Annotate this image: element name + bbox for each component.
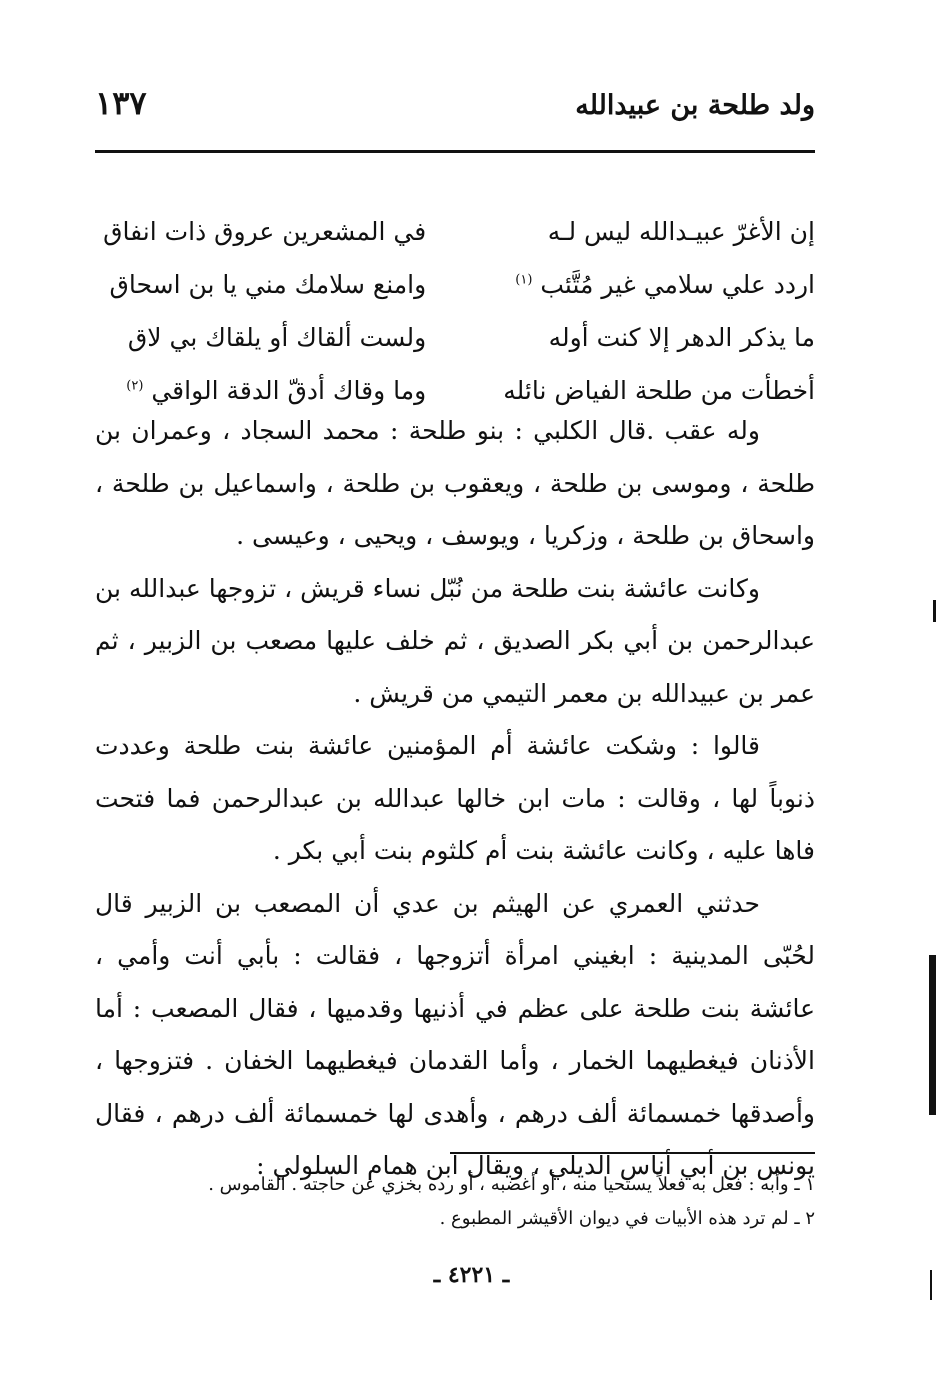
scan-edge-mark xyxy=(929,955,936,1115)
verse-first-hemistich: أخطأت من طلحة الفياض نائله xyxy=(503,376,815,405)
footnote: ٢ ـ لم ترد هذه الأبيات في ديوان الأقيشر المطبوع . xyxy=(439,1208,815,1229)
scan-edge-mark xyxy=(930,1270,932,1300)
paragraph: وله عقب .قال الكلبي : بنو طلحة : محمد السجاد ، وعمران بن طلحة ، وموسى بن طلحة ، ويعقوب بن طلحة ، واسماعيل بن طلحة ، واسحاق بن طلحة ، وزكريا ، ويوسف ، ويحيى ، وعيسى . xyxy=(95,416,815,550)
page-number: ١٣٧ xyxy=(95,84,147,122)
paragraph: وكانت عائشة بنت طلحة من نُبّل نساء قريش ، تزوجها عبدالله بن عبدالرحمن بن أبي بكر الصديق ، ثم خلف عليها مصعب بن الزبير ، ثم عمر بن عبيدالله بن معمر التيمي من قريش . xyxy=(95,573,815,708)
footnote: ١ ـ وأبه : فعل به فعلاً يستحيا منه ، أو أغضبه ، أو رده بخزي عن حاجته . القاموس . xyxy=(208,1174,815,1195)
poem xyxy=(95,205,815,417)
footnote-ref: (١) xyxy=(515,272,533,288)
hemistich-text: اردد علي سلامي غير مُتَّئب xyxy=(540,270,815,299)
hemistich-text: وما وقاك أدقّ الدقة الواقي xyxy=(151,376,427,405)
folio-number: ـ ٤٢٢١ ـ xyxy=(433,1262,510,1288)
scan-edge-mark xyxy=(933,600,936,622)
verse-second-hemistich: في المشعرين عروق ذات انفاق xyxy=(103,217,427,246)
chapter-title: ولد طلحة بن عبيدالله xyxy=(575,90,815,121)
footnotes xyxy=(95,1168,815,1236)
paragraph: حدثني العمري عن الهيثم بن عدي أن المصعب بن الزبير قال لحُبّى المدينية : ابغيني امرأة أتزوجها ، فقالت : بأبي أنت وأمي ، عائشة بنت طلحة على عظم في أذنيها وقدميها ، فقال المصعب : أما الأذنان فيغطيهما الخمار ، وأما القدمان فيغطيهما الخفان . فتزوجها ، وأصدقها خمسمائة ألف درهم ، وأهدى لها خمسمائة ألف درهم ، فقال يونس بن أبي أناس الديلي ، ويقال ابن همام السلولي : xyxy=(95,888,815,1180)
verse-first-hemistich: إن الأغرّ عبيـدالله ليس لـه xyxy=(547,217,815,246)
running-header xyxy=(95,78,815,148)
verse-second-hemistich: وامنع سلامك مني يا بن اسحاق xyxy=(109,270,427,299)
header-divider xyxy=(95,150,815,153)
verse-first-hemistich: ما يذكر الدهر إلا كنت أوله xyxy=(548,323,815,352)
footnote-divider xyxy=(450,1152,815,1154)
verse-second-hemistich xyxy=(95,376,426,405)
poem-verse xyxy=(95,311,815,364)
paragraph: قالوا : وشكت عائشة أم المؤمنين عائشة بنت طلحة وعددت ذنوباً لها ، وقالت : مات ابن خالها عبدالله بن عبدالرحمن فما فتحت فاها عليه ، وكانت عائشة بنت أم كلثوم بنت أبي بكر . xyxy=(95,731,815,865)
poem-verse xyxy=(95,205,815,258)
body-text xyxy=(95,405,815,1193)
verse-second-hemistich: ولست ألقاك أو يلقاك بي لاق xyxy=(127,323,427,352)
footnote-ref: (٢) xyxy=(126,378,144,394)
poem-verse xyxy=(95,258,815,311)
verse-first-hemistich xyxy=(484,270,815,299)
